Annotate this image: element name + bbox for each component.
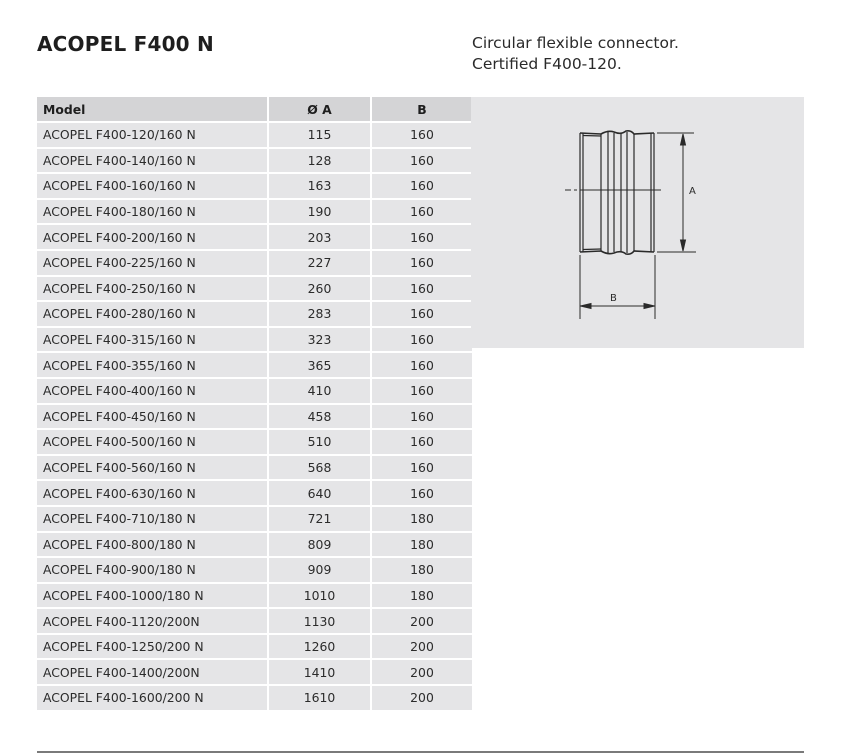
dimension-label-b: B: [610, 293, 617, 304]
b-cell: 180: [372, 584, 472, 610]
model-cell: ACOPEL F400-710/180 N: [37, 507, 269, 533]
b-cell: 180: [372, 533, 472, 559]
description-line-1: Circular flexible connector.: [472, 34, 679, 52]
model-cell: ACOPEL F400-500/160 N: [37, 430, 269, 456]
b-cell: 200: [372, 635, 472, 661]
model-cell: ACOPEL F400-355/160 N: [37, 353, 269, 379]
diameter-a-cell: 458: [269, 405, 372, 431]
diameter-a-cell: 568: [269, 456, 372, 482]
diameter-a-cell: 1010: [269, 584, 372, 610]
model-cell: ACOPEL F400-200/160 N: [37, 225, 269, 251]
b-cell: 160: [372, 379, 472, 405]
table-row: [37, 609, 472, 635]
diameter-a-cell: 1260: [269, 635, 372, 661]
table-row: [37, 174, 472, 200]
table-row: [37, 660, 472, 686]
model-cell: ACOPEL F400-280/160 N: [37, 302, 269, 328]
table-row: [37, 251, 472, 277]
model-cell: ACOPEL F400-225/160 N: [37, 251, 269, 277]
diameter-a-cell: 260: [269, 277, 372, 303]
model-cell: ACOPEL F400-1120/200N: [37, 609, 269, 635]
model-cell: ACOPEL F400-160/160 N: [37, 174, 269, 200]
table-row: [37, 277, 472, 303]
table-header-row: [37, 97, 472, 123]
product-description: [472, 33, 679, 75]
column-header-diameter-a: Ø A: [269, 97, 372, 123]
table-row: [37, 149, 472, 175]
table-row: [37, 584, 472, 610]
b-cell: 160: [372, 225, 472, 251]
model-cell: ACOPEL F400-630/160 N: [37, 481, 269, 507]
table-row: [37, 328, 472, 354]
model-cell: ACOPEL F400-140/160 N: [37, 149, 269, 175]
dimension-b: [580, 255, 655, 319]
diameter-a-cell: 227: [269, 251, 372, 277]
dimensions-table: [37, 97, 472, 712]
b-cell: 160: [372, 174, 472, 200]
table-row: [37, 225, 472, 251]
diameter-a-cell: 163: [269, 174, 372, 200]
diameter-a-cell: 1130: [269, 609, 372, 635]
diameter-a-cell: 115: [269, 123, 372, 149]
model-cell: ACOPEL F400-450/160 N: [37, 405, 269, 431]
diameter-a-cell: 190: [269, 200, 372, 226]
diameter-a-cell: 1410: [269, 660, 372, 686]
b-cell: 160: [372, 277, 472, 303]
table-row: [37, 686, 472, 712]
diameter-a-cell: 510: [269, 430, 372, 456]
b-cell: 180: [372, 558, 472, 584]
b-cell: 160: [372, 456, 472, 482]
diameter-a-cell: 203: [269, 225, 372, 251]
b-cell: 200: [372, 609, 472, 635]
model-cell: ACOPEL F400-1600/200 N: [37, 686, 269, 712]
diameter-a-cell: 128: [269, 149, 372, 175]
table-row: [37, 558, 472, 584]
table-row: [37, 507, 472, 533]
table-row: [37, 456, 472, 482]
table-row: [37, 302, 472, 328]
model-cell: ACOPEL F400-180/160 N: [37, 200, 269, 226]
diameter-a-cell: 283: [269, 302, 372, 328]
model-cell: ACOPEL F400-250/160 N: [37, 277, 269, 303]
dimension-label-a: A: [689, 186, 696, 197]
model-cell: ACOPEL F400-900/180 N: [37, 558, 269, 584]
table-row: [37, 481, 472, 507]
b-cell: 160: [372, 405, 472, 431]
table-row: [37, 533, 472, 559]
connector-technical-drawing: [471, 97, 804, 348]
footer-divider: [37, 751, 804, 753]
model-cell: ACOPEL F400-560/160 N: [37, 456, 269, 482]
diameter-a-cell: 909: [269, 558, 372, 584]
model-cell: ACOPEL F400-1250/200 N: [37, 635, 269, 661]
table-row: [37, 123, 472, 149]
table-body: [37, 123, 472, 712]
connector-outline: [580, 131, 654, 254]
model-cell: ACOPEL F400-800/180 N: [37, 533, 269, 559]
table-row: [37, 353, 472, 379]
b-cell: 200: [372, 686, 472, 712]
b-cell: 160: [372, 200, 472, 226]
table-row: [37, 405, 472, 431]
b-cell: 160: [372, 353, 472, 379]
description-line-2: Certified F400-120.: [472, 55, 622, 73]
diameter-a-cell: 1610: [269, 686, 372, 712]
diameter-a-cell: 809: [269, 533, 372, 559]
b-cell: 160: [372, 481, 472, 507]
b-cell: 160: [372, 302, 472, 328]
table-row: [37, 200, 472, 226]
model-cell: ACOPEL F400-400/160 N: [37, 379, 269, 405]
diameter-a-cell: 640: [269, 481, 372, 507]
model-cell: ACOPEL F400-1000/180 N: [37, 584, 269, 610]
b-cell: 160: [372, 251, 472, 277]
diameter-a-cell: 365: [269, 353, 372, 379]
model-cell: ACOPEL F400-315/160 N: [37, 328, 269, 354]
b-cell: 160: [372, 430, 472, 456]
b-cell: 200: [372, 660, 472, 686]
model-cell: ACOPEL F400-1400/200N: [37, 660, 269, 686]
table-row: [37, 379, 472, 405]
b-cell: 160: [372, 328, 472, 354]
b-cell: 160: [372, 149, 472, 175]
product-title: ACOPEL F400 N: [37, 32, 214, 56]
diameter-a-cell: 721: [269, 507, 372, 533]
column-header-model: Model: [37, 97, 269, 123]
model-cell: ACOPEL F400-120/160 N: [37, 123, 269, 149]
diameter-a-cell: 323: [269, 328, 372, 354]
table-row: [37, 635, 472, 661]
diameter-a-cell: 410: [269, 379, 372, 405]
connector-diagram-panel: [471, 97, 804, 348]
b-cell: 160: [372, 123, 472, 149]
b-cell: 180: [372, 507, 472, 533]
column-header-b: B: [372, 97, 472, 123]
table-row: [37, 430, 472, 456]
